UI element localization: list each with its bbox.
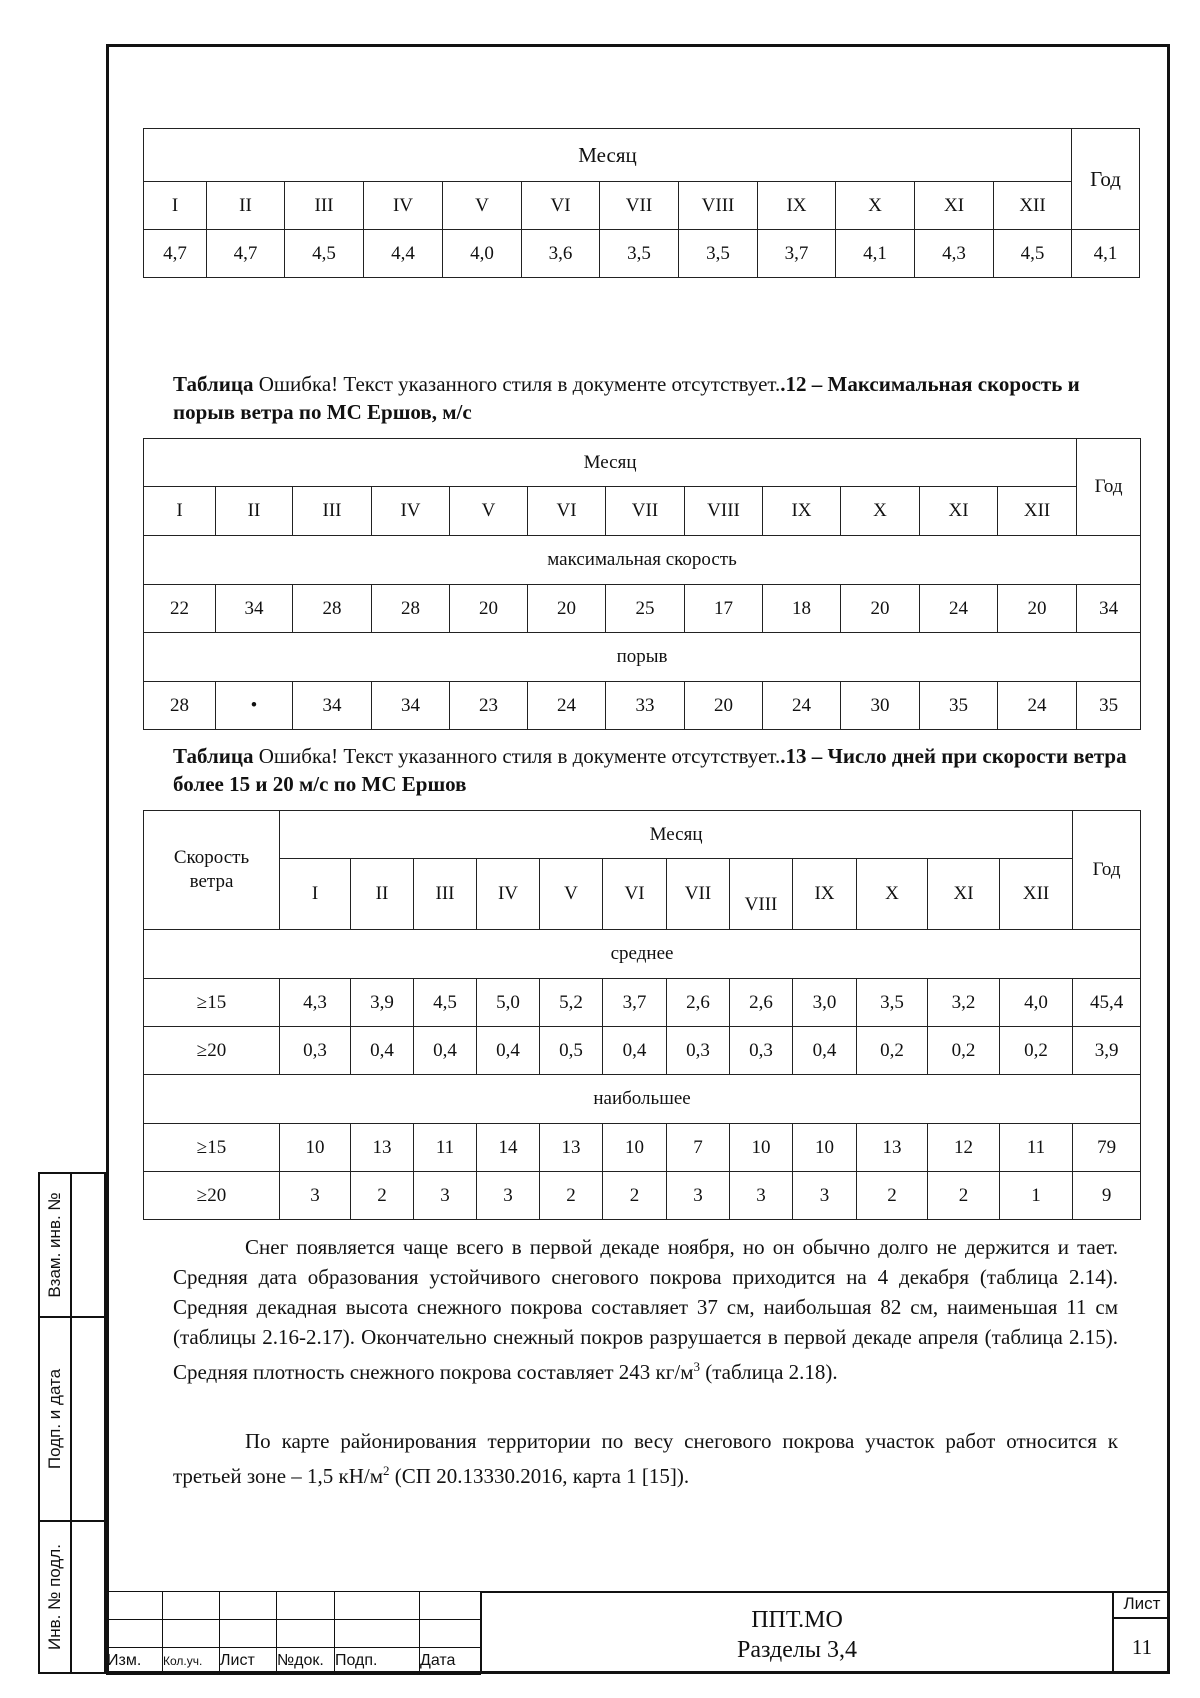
month-cell: VII bbox=[600, 182, 679, 230]
days-cell: 3 bbox=[730, 1172, 793, 1220]
month-cell: II bbox=[216, 487, 293, 536]
month-cell: II bbox=[351, 859, 414, 930]
month-cell: VI bbox=[522, 182, 600, 230]
value-cell: 4,5 bbox=[994, 230, 1072, 278]
max-speed-cell: 20 bbox=[841, 585, 920, 633]
month-cell: II bbox=[207, 182, 285, 230]
days-cell: 0,5 bbox=[540, 1027, 603, 1075]
days-cell: 10 bbox=[793, 1124, 857, 1172]
stamp-podp-label: Подп. и дата bbox=[45, 1368, 64, 1470]
month-cell: VII bbox=[606, 487, 685, 536]
document-section: Разделы 3,4 bbox=[736, 1637, 857, 1663]
month-cell: IX bbox=[763, 487, 841, 536]
days-cell: 0,3 bbox=[280, 1027, 351, 1075]
days-cell: 5,0 bbox=[477, 979, 540, 1027]
days-cell: 0,4 bbox=[414, 1027, 477, 1075]
month-cell: VIII bbox=[679, 182, 758, 230]
days-year-cell: 3,9 bbox=[1073, 1027, 1141, 1075]
month-cell: V bbox=[450, 487, 528, 536]
days-cell: 3 bbox=[280, 1172, 351, 1220]
month-cell: XII bbox=[994, 182, 1072, 230]
max-speed-cell: 17 bbox=[685, 585, 763, 633]
gust-cell: 24 bbox=[763, 682, 841, 730]
max-speed-cell: 20 bbox=[998, 585, 1077, 633]
month-cell: IX bbox=[793, 859, 857, 930]
value-cell: 4,1 bbox=[836, 230, 915, 278]
month-cell: V bbox=[540, 859, 603, 930]
days-cell: 0,2 bbox=[857, 1027, 928, 1075]
title-block-main bbox=[480, 1591, 1112, 1674]
month-cell: V bbox=[443, 182, 522, 230]
gust-cell: 24 bbox=[528, 682, 606, 730]
gust-cell: 23 bbox=[450, 682, 528, 730]
max-speed-year-cell: 34 bbox=[1077, 585, 1141, 633]
month-cell: XI bbox=[928, 859, 1000, 930]
value-cell: 3,7 bbox=[758, 230, 836, 278]
title-block-col-label: Кол.уч. bbox=[163, 1648, 220, 1675]
speed-threshold-cell: ≥20 bbox=[144, 1027, 280, 1075]
days-cell: 13 bbox=[540, 1124, 603, 1172]
snow-load-paragraph: По карте районирования территории по весу снегового покрова участок работ относится к третьей зоне – 1,5 $кН/м^2$ (СП 20.13330.2016, карта 1 [15]). bbox=[173, 1429, 1118, 1488]
value-cell: 4,0 bbox=[443, 230, 522, 278]
month-header: Месяц bbox=[144, 439, 1077, 487]
days-cell: 10 bbox=[280, 1124, 351, 1172]
days-year-cell: 9 bbox=[1073, 1172, 1141, 1220]
max-speed-cell: 20 bbox=[528, 585, 606, 633]
stamp-vzam-label: Взам. инв. № bbox=[45, 1192, 64, 1298]
days-cell: 13 bbox=[857, 1124, 928, 1172]
max-wind-table bbox=[143, 438, 1141, 730]
gust-cell: 28 bbox=[144, 682, 216, 730]
speed-header: Скорость ветра bbox=[144, 811, 280, 930]
month-cell: I bbox=[144, 487, 216, 536]
month-cell: X bbox=[857, 859, 928, 930]
section-max-speed: максимальная скорость bbox=[144, 536, 1141, 585]
days-cell: 0,4 bbox=[477, 1027, 540, 1075]
days-cell: 5,2 bbox=[540, 979, 603, 1027]
month-cell: IV bbox=[364, 182, 443, 230]
days-cell: 13 bbox=[351, 1124, 414, 1172]
table-caption-12: Таблица Ошибка! Текст указанного стиля в документе отсутствует..12 – Максимальная скорость и порыв ветра по МС Ершов, м/с bbox=[173, 372, 1080, 424]
month-cell: IX bbox=[758, 182, 836, 230]
value-cell: 4,4 bbox=[364, 230, 443, 278]
days-cell: 14 bbox=[477, 1124, 540, 1172]
month-cell: III bbox=[414, 859, 477, 930]
month-cell: X bbox=[836, 182, 915, 230]
gust-year-cell: 35 bbox=[1077, 682, 1141, 730]
month-cell: I bbox=[144, 182, 207, 230]
days-cell: 3,2 bbox=[928, 979, 1000, 1027]
sheet-label: Лист bbox=[1114, 1593, 1170, 1619]
days-cell: 2 bbox=[603, 1172, 667, 1220]
max-speed-cell: 25 bbox=[606, 585, 685, 633]
document-code: ППТ.МО bbox=[751, 1607, 843, 1633]
days-cell: 0,4 bbox=[351, 1027, 414, 1075]
days-cell: 4,3 bbox=[280, 979, 351, 1027]
days-cell: 3,5 bbox=[857, 979, 928, 1027]
max-speed-cell: 34 bbox=[216, 585, 293, 633]
days-cell: 10 bbox=[730, 1124, 793, 1172]
month-cell: III bbox=[293, 487, 372, 536]
stamp-inv-label: Инв. № подл. bbox=[45, 1544, 64, 1650]
max-speed-cell: 24 bbox=[920, 585, 998, 633]
snow-paragraph: Снег появляется чаще всего в первой декаде ноября, но он обычно долго не держится и тает. Средняя дата образования устойчивого снегового покрова приходится на 4 декабря (таблица 2.14). Средняя декадная высота снежного покрова составляет 37 см, наибольшая 82 см, наименьшая 11 см (таблицы 2.16-2.17). Окончательно снежный покров разрушается в первой декаде апреля (таблица 2.15). Средняя плотность снежного покрова составляет 243 $кг/м^3$ (таблица 2.18). bbox=[173, 1235, 1118, 1384]
sheet-cell bbox=[1112, 1591, 1170, 1674]
days-cell: 3,0 bbox=[793, 979, 857, 1027]
title-block-col-label: Изм. bbox=[107, 1648, 163, 1675]
gust-cell: 34 bbox=[372, 682, 450, 730]
days-cell: 2,6 bbox=[730, 979, 793, 1027]
title-block-col-label: №док. bbox=[277, 1648, 335, 1675]
speed-threshold-cell: ≥15 bbox=[144, 979, 280, 1027]
value-cell: 4,7 bbox=[144, 230, 207, 278]
value-cell: 4,5 bbox=[285, 230, 364, 278]
max-speed-cell: 28 bbox=[293, 585, 372, 633]
section-gust: порыв bbox=[144, 633, 1141, 682]
max-speed-cell: 20 bbox=[450, 585, 528, 633]
days-year-cell: 79 bbox=[1073, 1124, 1141, 1172]
month-header: Месяц bbox=[144, 129, 1072, 182]
days-cell: 3 bbox=[793, 1172, 857, 1220]
days-cell: 0,4 bbox=[603, 1027, 667, 1075]
stamp-inv-podl bbox=[38, 1520, 106, 1674]
sheet-number: 11 bbox=[1131, 1635, 1153, 1659]
month-cell: VIII bbox=[730, 859, 793, 930]
month-cell: VIII bbox=[685, 487, 763, 536]
wind-days-table bbox=[143, 810, 1141, 1220]
gust-cell: 24 bbox=[998, 682, 1077, 730]
title-block-col-label: Подп. bbox=[335, 1648, 420, 1675]
days-cell: 3,9 bbox=[351, 979, 414, 1027]
speed-threshold-cell: ≥20 bbox=[144, 1172, 280, 1220]
month-header: Месяц bbox=[280, 811, 1073, 859]
days-cell: 2 bbox=[540, 1172, 603, 1220]
title-block-grid bbox=[106, 1591, 481, 1675]
month-cell: IV bbox=[477, 859, 540, 930]
month-cell: VI bbox=[603, 859, 667, 930]
gust-cell: 35 bbox=[920, 682, 998, 730]
gust-cell: 30 bbox=[841, 682, 920, 730]
month-cell: I bbox=[280, 859, 351, 930]
days-cell: 0,2 bbox=[928, 1027, 1000, 1075]
max-speed-cell: 22 bbox=[144, 585, 216, 633]
table-caption-13: Таблица Ошибка! Текст указанного стиля в документе отсутствует..13 – Число дней при скорости ветра более 15 и 20 м/с по МС Ершов bbox=[173, 744, 1127, 796]
days-year-cell: 45,4 bbox=[1073, 979, 1141, 1027]
gust-cell: 20 bbox=[685, 682, 763, 730]
value-cell: 4,3 bbox=[915, 230, 994, 278]
month-cell: III bbox=[285, 182, 364, 230]
value-cell: 3,6 bbox=[522, 230, 600, 278]
days-cell: 0,3 bbox=[730, 1027, 793, 1075]
stamp-podp-data bbox=[38, 1316, 106, 1522]
days-cell: 4,0 bbox=[1000, 979, 1073, 1027]
month-cell: VII bbox=[667, 859, 730, 930]
year-value-cell: 4,1 bbox=[1072, 230, 1140, 278]
days-cell: 2,6 bbox=[667, 979, 730, 1027]
max-speed-cell: 28 bbox=[372, 585, 450, 633]
year-header: Год bbox=[1073, 811, 1141, 930]
days-cell: 10 bbox=[603, 1124, 667, 1172]
month-cell: X bbox=[841, 487, 920, 536]
days-cell: 3,7 bbox=[603, 979, 667, 1027]
stamp-vzam-inv bbox=[38, 1172, 106, 1318]
gust-cell: 34 bbox=[293, 682, 372, 730]
days-cell: 7 bbox=[667, 1124, 730, 1172]
speed-threshold-cell: ≥15 bbox=[144, 1124, 280, 1172]
gust-cell: 33 bbox=[606, 682, 685, 730]
month-cell: XI bbox=[915, 182, 994, 230]
days-cell: 3 bbox=[414, 1172, 477, 1220]
days-cell: 3 bbox=[477, 1172, 540, 1220]
days-cell: 2 bbox=[351, 1172, 414, 1220]
days-cell: 11 bbox=[1000, 1124, 1073, 1172]
value-cell: 4,7 bbox=[207, 230, 285, 278]
days-cell: 3 bbox=[667, 1172, 730, 1220]
monthly-table-top bbox=[143, 128, 1140, 278]
month-cell: VI bbox=[528, 487, 606, 536]
year-header: Год bbox=[1072, 129, 1140, 230]
year-header: Год bbox=[1077, 439, 1141, 536]
days-cell: 4,5 bbox=[414, 979, 477, 1027]
value-cell: 3,5 bbox=[600, 230, 679, 278]
month-cell: XII bbox=[1000, 859, 1073, 930]
month-cell: XI bbox=[920, 487, 998, 536]
section-average: среднее bbox=[144, 930, 1141, 979]
days-cell: 12 bbox=[928, 1124, 1000, 1172]
month-cell: IV bbox=[372, 487, 450, 536]
days-cell: 11 bbox=[414, 1124, 477, 1172]
section-max: наибольшее bbox=[144, 1075, 1141, 1124]
gust-cell: • bbox=[216, 682, 293, 730]
days-cell: 1 bbox=[1000, 1172, 1073, 1220]
value-cell: 3,5 bbox=[679, 230, 758, 278]
title-block-col-label: Дата bbox=[420, 1648, 481, 1675]
days-cell: 2 bbox=[857, 1172, 928, 1220]
days-cell: 0,3 bbox=[667, 1027, 730, 1075]
month-cell: XII bbox=[998, 487, 1077, 536]
days-cell: 0,2 bbox=[1000, 1027, 1073, 1075]
max-speed-cell: 18 bbox=[763, 585, 841, 633]
days-cell: 0,4 bbox=[793, 1027, 857, 1075]
title-block-col-label: Лист bbox=[220, 1648, 277, 1675]
days-cell: 2 bbox=[928, 1172, 1000, 1220]
